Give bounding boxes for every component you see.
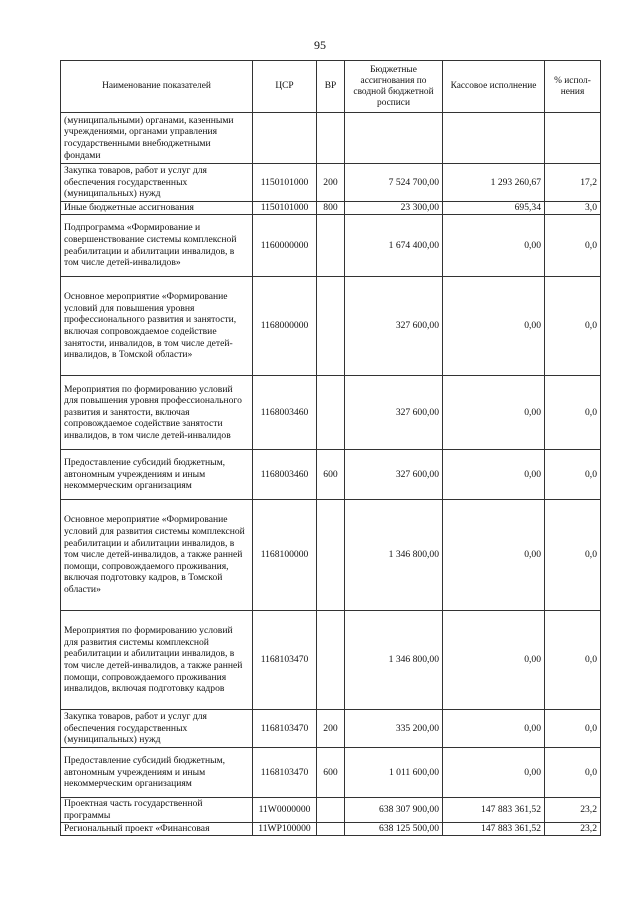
row-execution: 0,00 (443, 500, 545, 611)
row-name: Основное мероприятие «Формирование условий для развития системы комплексной реабилитации и абилитации инвалидов, в том числе детей-инвалидов, а также ранней помощи, сопровождаемого проживания, включая подготовку кадров, в Томской области» (61, 500, 253, 611)
row-name: Закупка товаров, работ и услуг для обеспечения государственных (муниципальных) нужд (61, 710, 253, 748)
row-percent: 0,0 (545, 215, 601, 277)
row-percent: 0,0 (545, 748, 601, 798)
header-execution: Кассовое исполнение (443, 61, 545, 113)
row-name: Мероприятия по формированию условий для развития системы комплексной реабилитации и абилитации инвалидов, в том числе детей-инвалидов, а также ранней помощи, сопровождаемого проживания инвалидов, включая подготовку кадров (61, 611, 253, 710)
row-csr: 11WP100000 (253, 823, 317, 836)
row-name: Подпрограмма «Формирование и совершенствование системы комплексной реабилитации и абилитации инвалидов, в том числе детей-инвалидов» (61, 215, 253, 277)
row-vr (317, 215, 345, 277)
row-execution: 0,00 (443, 215, 545, 277)
row-csr: 1168000000 (253, 277, 317, 376)
row-budget: 638 307 900,00 (345, 798, 443, 823)
budget-table (60, 60, 601, 836)
row-execution: 1 293 260,67 (443, 164, 545, 202)
row-csr (253, 113, 317, 164)
row-execution: 0,00 (443, 376, 545, 450)
row-vr (317, 823, 345, 836)
row-vr: 600 (317, 748, 345, 798)
row-csr: 1168100000 (253, 500, 317, 611)
row-budget: 1 346 800,00 (345, 611, 443, 710)
table-row (61, 710, 601, 748)
row-csr: 11W0000000 (253, 798, 317, 823)
row-name: Предоставление субсидий бюджетным, автономным учреждениям и иным некоммерческим организациям (61, 748, 253, 798)
row-percent: 0,0 (545, 277, 601, 376)
row-percent: 0,0 (545, 450, 601, 500)
row-budget: 1 011 600,00 (345, 748, 443, 798)
row-name: Региональный проект «Финансовая (61, 823, 253, 836)
row-name: (муниципальными) органами, казенными учреждениями, органами управления государственными внебюджетными фондами (61, 113, 253, 164)
row-percent: 0,0 (545, 710, 601, 748)
row-execution: 0,00 (443, 450, 545, 500)
row-budget: 327 600,00 (345, 450, 443, 500)
header-budget: Бюджетные ассигнования по сводной бюджетной росписи (345, 61, 443, 113)
row-vr: 200 (317, 164, 345, 202)
row-vr: 600 (317, 450, 345, 500)
row-name: Основное мероприятие «Формирование условий для повышения уровня профессионального развития и занятости, включая сопровождаемое содействие занятости, инвалидов, в том числе детей-инвалидов, в Томской области» (61, 277, 253, 376)
row-execution: 147 883 361,52 (443, 823, 545, 836)
row-execution: 0,00 (443, 710, 545, 748)
row-csr: 1168103470 (253, 611, 317, 710)
row-execution (443, 113, 545, 164)
row-name: Иные бюджетные ассигнования (61, 202, 253, 215)
row-execution: 0,00 (443, 611, 545, 710)
row-execution: 0,00 (443, 277, 545, 376)
row-budget (345, 113, 443, 164)
row-csr: 1160000000 (253, 215, 317, 277)
row-execution: 147 883 361,52 (443, 798, 545, 823)
table-row (61, 215, 601, 277)
row-budget: 7 524 700,00 (345, 164, 443, 202)
row-budget: 327 600,00 (345, 376, 443, 450)
row-percent: 23,2 (545, 798, 601, 823)
row-budget: 638 125 500,00 (345, 823, 443, 836)
row-percent: 0,0 (545, 376, 601, 450)
header-name: Наименование показателей (61, 61, 253, 113)
row-vr (317, 611, 345, 710)
row-vr (317, 113, 345, 164)
table-row (61, 277, 601, 376)
row-name: Проектная часть государственной программы (61, 798, 253, 823)
table-row (61, 113, 601, 164)
table-row (61, 748, 601, 798)
row-percent: 23,2 (545, 823, 601, 836)
row-budget: 1 346 800,00 (345, 500, 443, 611)
table-row (61, 500, 601, 611)
page-number: 95 (314, 38, 326, 52)
row-vr: 200 (317, 710, 345, 748)
table-row (61, 376, 601, 450)
row-vr: 800 (317, 202, 345, 215)
row-budget: 335 200,00 (345, 710, 443, 748)
row-name: Мероприятия по формированию условий для повышения уровня профессионального развития и занятости, включая сопровождаемое содействие занятости инвалидов, в том числе детей-инвалидов (61, 376, 253, 450)
row-percent: 0,0 (545, 500, 601, 611)
row-csr: 1150101000 (253, 164, 317, 202)
header-csr: ЦСР (253, 61, 317, 113)
row-name: Предоставление субсидий бюджетным, автономным учреждениям и иным некоммерческим организациям (61, 450, 253, 500)
header-percent: % испол-нения (545, 61, 601, 113)
row-csr: 1150101000 (253, 202, 317, 215)
row-vr (317, 798, 345, 823)
row-vr (317, 500, 345, 611)
row-percent (545, 113, 601, 164)
table-row (61, 798, 601, 823)
row-execution: 695,34 (443, 202, 545, 215)
table-row (61, 823, 601, 836)
table-row (61, 611, 601, 710)
row-budget: 23 300,00 (345, 202, 443, 215)
row-csr: 1168103470 (253, 710, 317, 748)
table-header-row (61, 61, 601, 113)
row-vr (317, 277, 345, 376)
row-vr (317, 376, 345, 450)
table-row (61, 202, 601, 215)
row-csr: 1168103470 (253, 748, 317, 798)
header-vr: ВР (317, 61, 345, 113)
row-percent: 3,0 (545, 202, 601, 215)
row-csr: 1168003460 (253, 376, 317, 450)
row-budget: 327 600,00 (345, 277, 443, 376)
table-row (61, 450, 601, 500)
row-name: Закупка товаров, работ и услуг для обеспечения государственных (муниципальных) нужд (61, 164, 253, 202)
row-percent: 0,0 (545, 611, 601, 710)
row-percent: 17,2 (545, 164, 601, 202)
table-row (61, 164, 601, 202)
row-csr: 1168003460 (253, 450, 317, 500)
row-budget: 1 674 400,00 (345, 215, 443, 277)
row-execution: 0,00 (443, 748, 545, 798)
